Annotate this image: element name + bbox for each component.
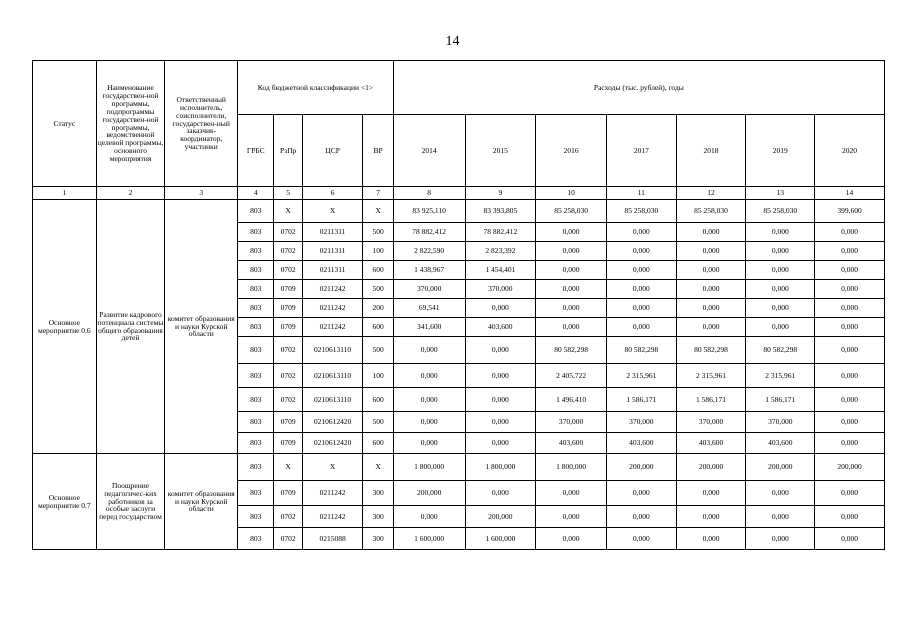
- expense-cell: 0,000: [393, 364, 465, 388]
- expense-cell: 1 800,000: [536, 454, 607, 481]
- expense-cell: 0,000: [393, 388, 465, 412]
- grbs-cell: 803: [238, 242, 274, 261]
- csr-cell: 0211242: [302, 481, 363, 506]
- expense-cell: 0,000: [746, 481, 815, 506]
- column-number: 14: [815, 187, 885, 200]
- expense-cell: 0,000: [536, 261, 607, 280]
- expense-cell: 200,000: [815, 454, 885, 481]
- expense-cell: 403,600: [606, 433, 676, 454]
- expense-cell: 0,000: [536, 242, 607, 261]
- expense-cell: 0,000: [536, 506, 607, 528]
- expense-cell: 2 315,961: [746, 364, 815, 388]
- vr-cell: 500: [363, 412, 393, 433]
- expense-cell: 1 586,171: [606, 388, 676, 412]
- vr-cell: 600: [363, 433, 393, 454]
- rzpr-cell: 0702: [274, 242, 302, 261]
- expense-cell: 0,000: [393, 412, 465, 433]
- expense-cell: 0,000: [606, 506, 676, 528]
- csr-cell: 0211242: [302, 506, 363, 528]
- column-number: 4: [238, 187, 274, 200]
- expense-cell: 0,000: [536, 481, 607, 506]
- expense-cell: 2 315,961: [606, 364, 676, 388]
- expense-cell: 0,000: [815, 412, 885, 433]
- header-year: 2015: [465, 115, 536, 187]
- grbs-cell: 803: [238, 223, 274, 242]
- table-body: [33, 187, 885, 550]
- table-row: [33, 200, 885, 223]
- expense-cell: 0,000: [746, 318, 815, 337]
- grbs-cell: 803: [238, 318, 274, 337]
- grbs-cell: 803: [238, 261, 274, 280]
- expense-cell: 0,000: [746, 242, 815, 261]
- expense-cell: 80 582,298: [746, 337, 815, 364]
- expense-cell: 370,000: [393, 280, 465, 299]
- expense-cell: 0,000: [465, 433, 536, 454]
- expense-cell: 80 582,298: [676, 337, 746, 364]
- rzpr-cell: 0709: [274, 280, 302, 299]
- grbs-cell: 803: [238, 364, 274, 388]
- grbs-cell: 803: [238, 412, 274, 433]
- vr-cell: 500: [363, 337, 393, 364]
- expense-cell: 200,000: [606, 454, 676, 481]
- grbs-cell: 803: [238, 528, 274, 550]
- expense-cell: 0,000: [676, 299, 746, 318]
- expense-cell: 0,000: [536, 318, 607, 337]
- expense-cell: 0,000: [465, 364, 536, 388]
- expense-cell: 1 586,171: [676, 388, 746, 412]
- column-number: 10: [536, 187, 607, 200]
- column-number: 5: [274, 187, 302, 200]
- expense-cell: 69,541: [393, 299, 465, 318]
- expense-cell: 0,000: [815, 337, 885, 364]
- expense-cell: 83 925,110: [393, 200, 465, 223]
- expense-cell: 0,000: [393, 337, 465, 364]
- header-grbs: ГРБС: [238, 115, 274, 187]
- expense-cell: 2 822,590: [393, 242, 465, 261]
- group-status: Основное мероприятие 0.6: [33, 200, 97, 454]
- csr-cell: 0210613110: [302, 388, 363, 412]
- rzpr-cell: 0702: [274, 528, 302, 550]
- vr-cell: 100: [363, 242, 393, 261]
- rzpr-cell: 0709: [274, 481, 302, 506]
- expense-cell: 0,000: [606, 481, 676, 506]
- csr-cell: 0211242: [302, 299, 363, 318]
- expense-cell: 0,000: [815, 481, 885, 506]
- expense-cell: 200,000: [393, 481, 465, 506]
- header-responsible: Ответственный исполнитель, соисполнители, государствен-ный заказчик-координатор, участники: [165, 61, 238, 187]
- expense-cell: 1 454,401: [465, 261, 536, 280]
- expense-cell: 0,000: [465, 481, 536, 506]
- csr-cell: 0210612420: [302, 433, 363, 454]
- header-year: 2016: [536, 115, 607, 187]
- column-number: 7: [363, 187, 393, 200]
- expense-cell: 1 438,967: [393, 261, 465, 280]
- rzpr-cell: 0702: [274, 364, 302, 388]
- vr-cell: Х: [363, 200, 393, 223]
- rzpr-cell: 0709: [274, 318, 302, 337]
- header-expenses: Расходы (тыс. рублей), годы: [393, 61, 884, 115]
- expense-cell: 200,000: [746, 454, 815, 481]
- expense-cell: 0,000: [676, 242, 746, 261]
- expense-cell: 0,000: [746, 280, 815, 299]
- header-csr: ЦСР: [302, 115, 363, 187]
- expense-cell: 0,000: [815, 223, 885, 242]
- expense-cell: 403,600: [676, 433, 746, 454]
- vr-cell: 600: [363, 318, 393, 337]
- header-year: 2019: [746, 115, 815, 187]
- csr-cell: 0211242: [302, 318, 363, 337]
- rzpr-cell: 0709: [274, 412, 302, 433]
- expense-cell: 85 258,030: [606, 200, 676, 223]
- csr-cell: 0215088: [302, 528, 363, 550]
- expense-cell: 0,000: [815, 299, 885, 318]
- grbs-cell: 803: [238, 280, 274, 299]
- expense-cell: 0,000: [536, 299, 607, 318]
- csr-cell: 0210613110: [302, 364, 363, 388]
- expense-cell: 80 582,298: [606, 337, 676, 364]
- expense-cell: 0,000: [536, 280, 607, 299]
- expense-cell: 0,000: [746, 261, 815, 280]
- vr-cell: 500: [363, 280, 393, 299]
- vr-cell: 600: [363, 261, 393, 280]
- vr-cell: 300: [363, 528, 393, 550]
- expense-cell: 0,000: [815, 280, 885, 299]
- expense-cell: 1 496,410: [536, 388, 607, 412]
- column-number: 11: [606, 187, 676, 200]
- expense-cell: 0,000: [746, 506, 815, 528]
- expense-cell: 1 586,171: [746, 388, 815, 412]
- grbs-cell: 803: [238, 299, 274, 318]
- expense-cell: 370,000: [746, 412, 815, 433]
- vr-cell: 500: [363, 223, 393, 242]
- expense-cell: 370,000: [606, 412, 676, 433]
- group-name: Развитие кадрового потенциала системы общего образования детей: [96, 200, 165, 454]
- expense-cell: 0,000: [676, 223, 746, 242]
- column-number: 1: [33, 187, 97, 200]
- expense-cell: 85 258,030: [746, 200, 815, 223]
- expense-cell: 78 882,412: [393, 223, 465, 242]
- expense-cell: 0,000: [676, 280, 746, 299]
- expense-cell: 0,000: [606, 528, 676, 550]
- expense-cell: 0,000: [676, 506, 746, 528]
- expense-cell: 0,000: [815, 388, 885, 412]
- expense-cell: 370,000: [676, 412, 746, 433]
- rzpr-cell: 0702: [274, 337, 302, 364]
- group-status: Основное мероприятие 0.7: [33, 454, 97, 550]
- expense-cell: 0,000: [465, 412, 536, 433]
- expense-cell: 0,000: [393, 433, 465, 454]
- header-vr: ВР: [363, 115, 393, 187]
- expense-cell: 403,600: [536, 433, 607, 454]
- csr-cell: 0211311: [302, 242, 363, 261]
- expense-cell: 0,000: [815, 242, 885, 261]
- group-responsible: комитет образования и науки Курской области: [165, 200, 238, 454]
- header-budget-code: Код бюджетной классификации <1>: [238, 61, 394, 115]
- column-number: 9: [465, 187, 536, 200]
- expense-cell: 0,000: [465, 299, 536, 318]
- expense-cell: 0,000: [815, 364, 885, 388]
- header-year: 2017: [606, 115, 676, 187]
- page-number: 14: [445, 34, 460, 49]
- expense-cell: 0,000: [815, 433, 885, 454]
- group-name: Поощрение педагогичес-ких работников за особые заслуги перед государством: [96, 454, 165, 550]
- rzpr-cell: 0702: [274, 388, 302, 412]
- expense-cell: 83 393,805: [465, 200, 536, 223]
- grbs-cell: 803: [238, 388, 274, 412]
- header-status: Статус: [33, 61, 97, 187]
- header-year: 2018: [676, 115, 746, 187]
- expense-cell: 0,000: [536, 223, 607, 242]
- expense-cell: 0,000: [676, 528, 746, 550]
- expense-cell: 1 600,000: [465, 528, 536, 550]
- column-number: 2: [96, 187, 165, 200]
- rzpr-cell: 0702: [274, 261, 302, 280]
- csr-cell: Х: [302, 200, 363, 223]
- expense-cell: 0,000: [815, 261, 885, 280]
- expense-cell: 341,600: [393, 318, 465, 337]
- csr-cell: 0211311: [302, 261, 363, 280]
- rzpr-cell: Х: [274, 200, 302, 223]
- header-rzpr: РзПр: [274, 115, 302, 187]
- expense-cell: 0,000: [606, 261, 676, 280]
- header-name: Наименование государствен-ной программы, подпрограммы государствен-ной программы, ведомственной целевой программы, основного мероприятия: [96, 61, 165, 187]
- expense-cell: 0,000: [393, 506, 465, 528]
- expense-cell: 200,000: [676, 454, 746, 481]
- column-number-row: [33, 187, 885, 200]
- column-number: 6: [302, 187, 363, 200]
- expense-cell: 0,000: [746, 223, 815, 242]
- csr-cell: 0211311: [302, 223, 363, 242]
- expense-cell: 78 882,412: [465, 223, 536, 242]
- expense-cell: 0,000: [815, 318, 885, 337]
- rzpr-cell: 0709: [274, 299, 302, 318]
- expense-cell: 0,000: [606, 318, 676, 337]
- vr-cell: Х: [363, 454, 393, 481]
- expense-cell: 0,000: [606, 280, 676, 299]
- expense-cell: 0,000: [465, 337, 536, 364]
- column-number: 12: [676, 187, 746, 200]
- csr-cell: 0210613110: [302, 337, 363, 364]
- expense-cell: 85 258,030: [676, 200, 746, 223]
- grbs-cell: 803: [238, 454, 274, 481]
- expense-cell: 0,000: [676, 481, 746, 506]
- table-row: [33, 454, 885, 481]
- column-number: 8: [393, 187, 465, 200]
- rzpr-cell: 0702: [274, 506, 302, 528]
- expense-cell: 1 800,000: [465, 454, 536, 481]
- grbs-cell: 803: [238, 433, 274, 454]
- rzpr-cell: 0702: [274, 223, 302, 242]
- vr-cell: 100: [363, 364, 393, 388]
- csr-cell: Х: [302, 454, 363, 481]
- expense-cell: 0,000: [746, 299, 815, 318]
- grbs-cell: 803: [238, 481, 274, 506]
- expense-cell: 403,600: [746, 433, 815, 454]
- budget-table: [32, 60, 885, 550]
- expense-cell: 200,000: [465, 506, 536, 528]
- expense-cell: 0,000: [676, 318, 746, 337]
- column-number: 13: [746, 187, 815, 200]
- header-year: 2014: [393, 115, 465, 187]
- expense-cell: 0,000: [746, 528, 815, 550]
- expense-cell: 0,000: [815, 506, 885, 528]
- expense-cell: 399,600: [815, 200, 885, 223]
- vr-cell: 300: [363, 506, 393, 528]
- expense-cell: 370,000: [536, 412, 607, 433]
- expense-cell: 2 315,961: [676, 364, 746, 388]
- group-responsible: комитет образования и науки Курской области: [165, 454, 238, 550]
- expense-cell: 80 582,298: [536, 337, 607, 364]
- expense-cell: 2 405,722: [536, 364, 607, 388]
- header-year: 2020: [815, 115, 885, 187]
- csr-cell: 0210612420: [302, 412, 363, 433]
- expense-cell: 0,000: [815, 528, 885, 550]
- csr-cell: 0211242: [302, 280, 363, 299]
- expense-cell: 0,000: [606, 242, 676, 261]
- expense-cell: 403,600: [465, 318, 536, 337]
- expense-cell: 370,000: [465, 280, 536, 299]
- vr-cell: 200: [363, 299, 393, 318]
- rzpr-cell: Х: [274, 454, 302, 481]
- expense-cell: 0,000: [465, 388, 536, 412]
- expense-cell: 0,000: [606, 223, 676, 242]
- grbs-cell: 803: [238, 200, 274, 223]
- expense-cell: 0,000: [606, 299, 676, 318]
- expense-cell: 1 800,000: [393, 454, 465, 481]
- grbs-cell: 803: [238, 337, 274, 364]
- rzpr-cell: 0709: [274, 433, 302, 454]
- expense-cell: 85 258,030: [536, 200, 607, 223]
- vr-cell: 600: [363, 388, 393, 412]
- expense-cell: 0,000: [536, 528, 607, 550]
- grbs-cell: 803: [238, 506, 274, 528]
- vr-cell: 300: [363, 481, 393, 506]
- header-row-main: [33, 61, 885, 115]
- column-number: 3: [165, 187, 238, 200]
- expense-cell: 1 600,000: [393, 528, 465, 550]
- expense-cell: 0,000: [676, 261, 746, 280]
- expense-cell: 2 823,392: [465, 242, 536, 261]
